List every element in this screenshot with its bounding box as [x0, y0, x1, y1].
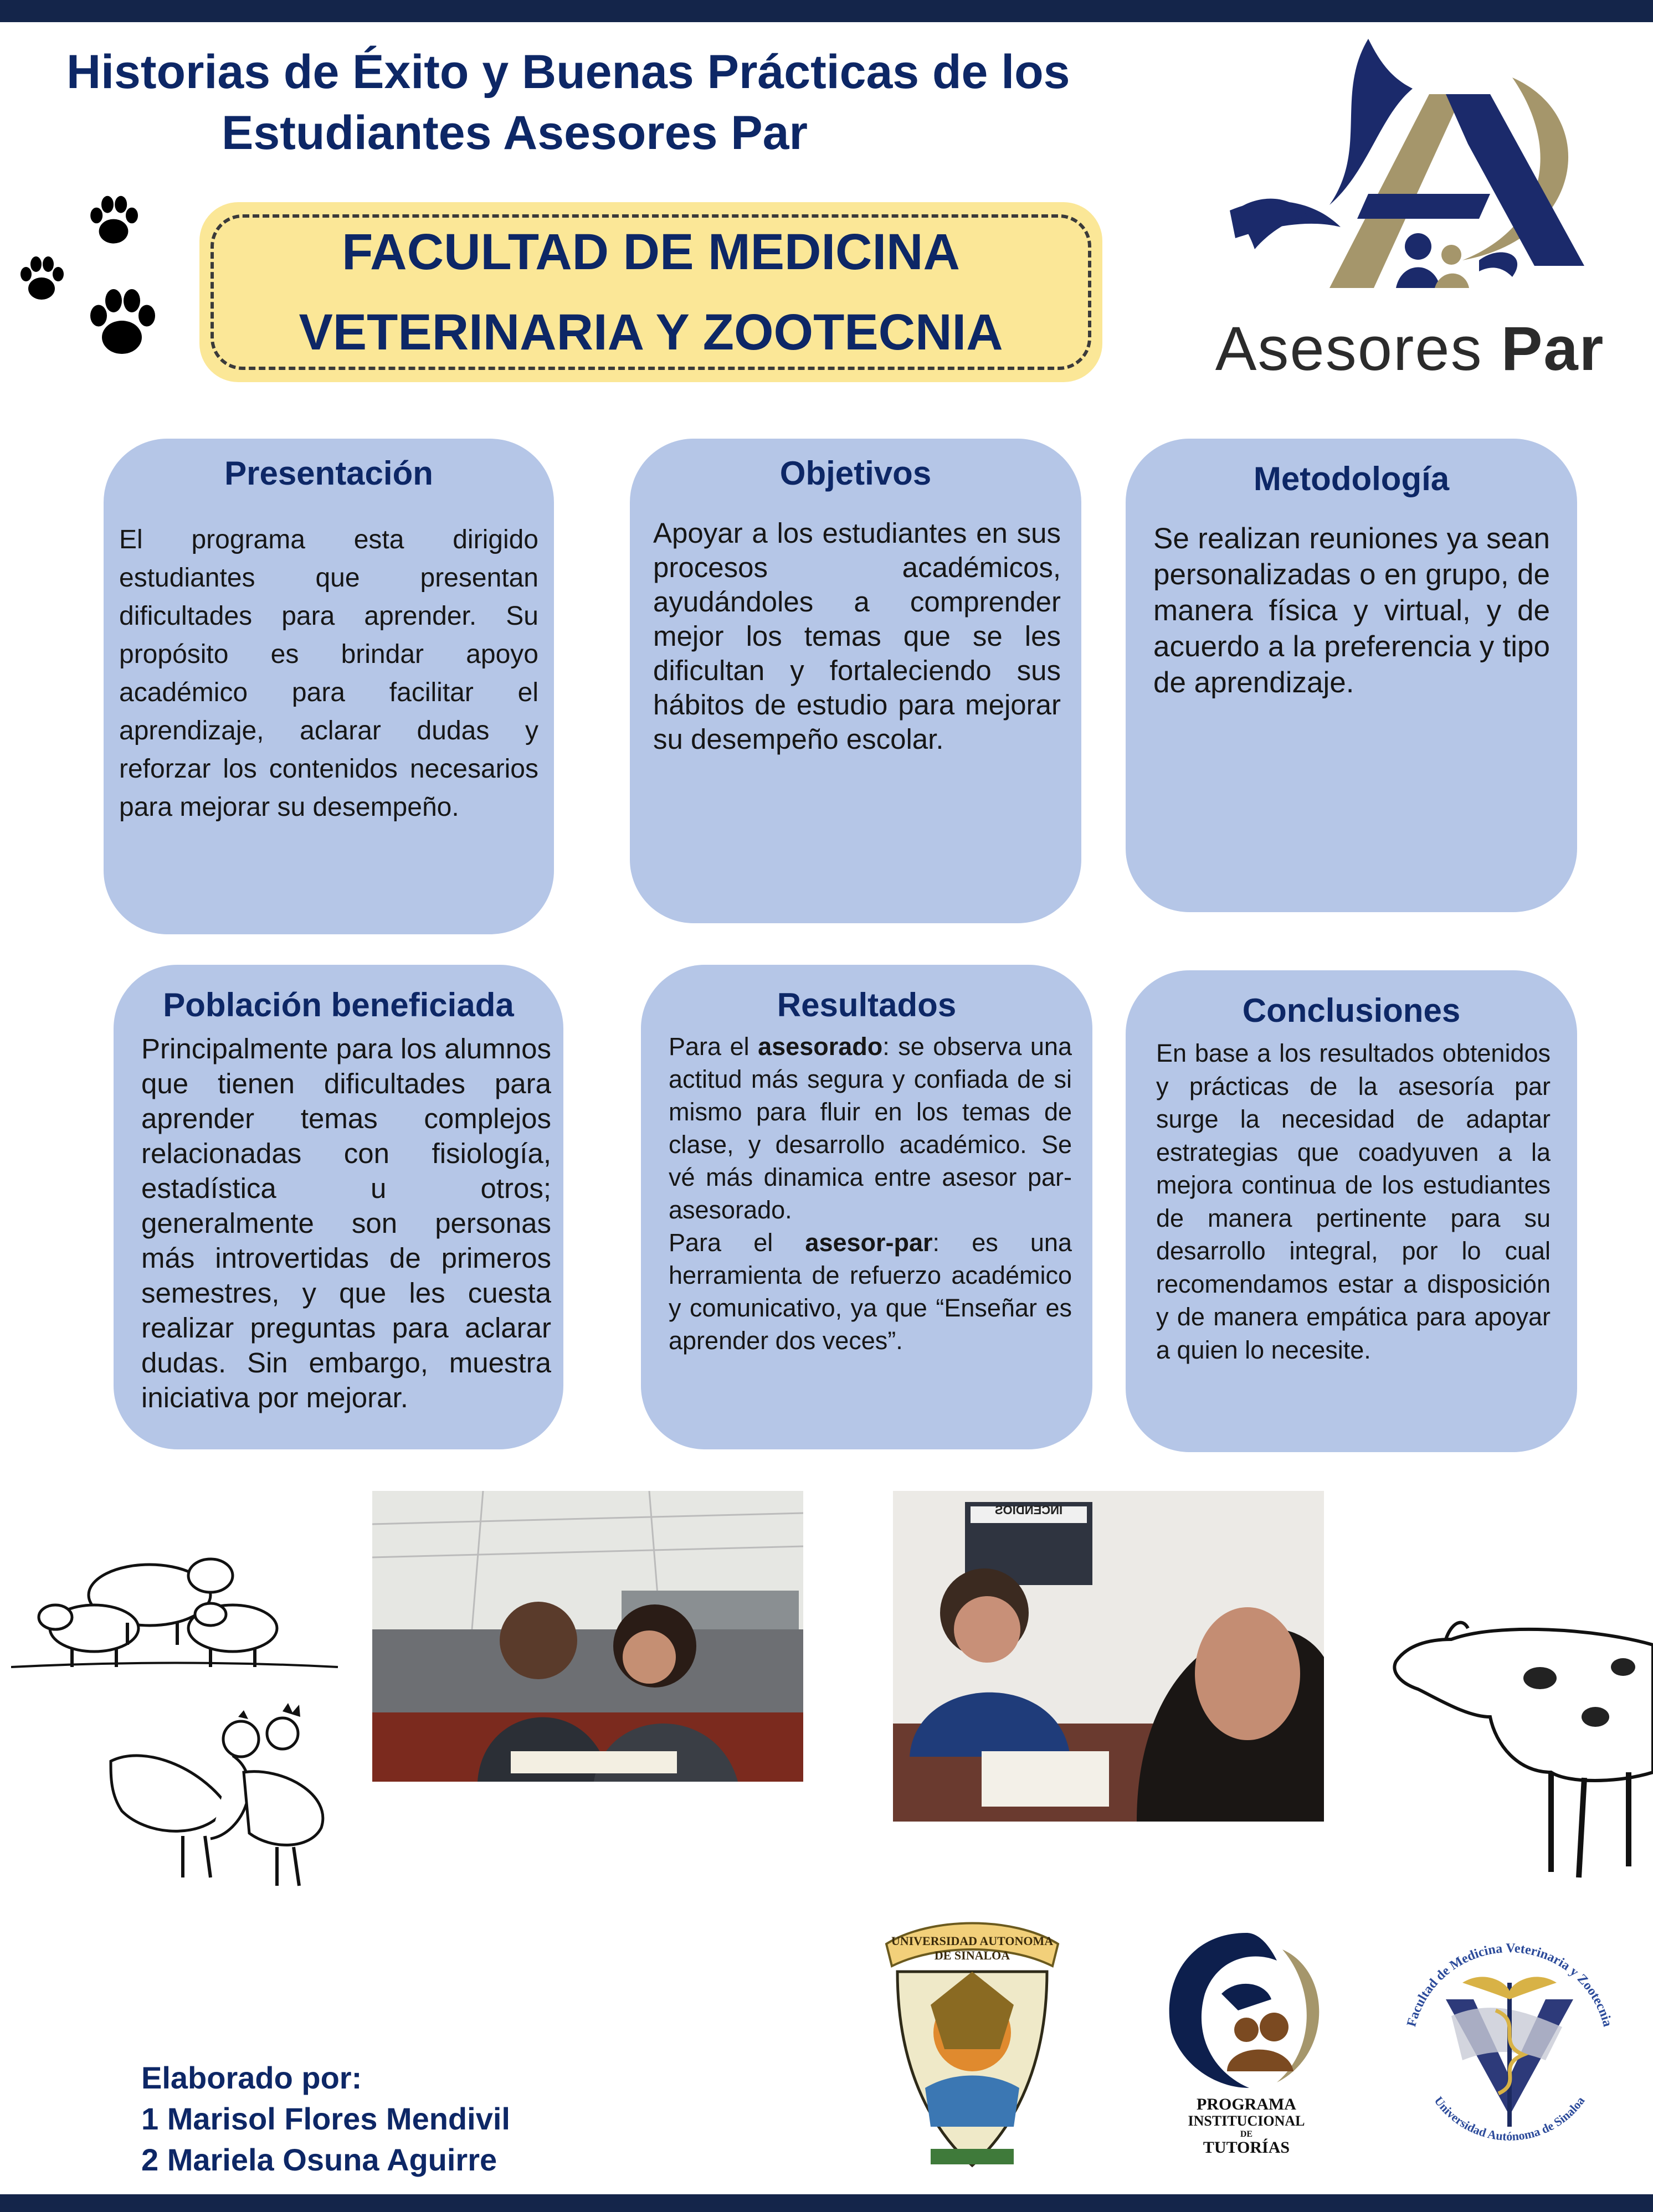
card-title: Resultados [777, 986, 957, 1023]
top-bar [0, 0, 1653, 22]
brand-word-1: Asesores [1215, 314, 1483, 383]
pit-line-1: PROGRAMA [1197, 2095, 1296, 2113]
banner-line-2: VETERINARIA Y ZOOTECNIA [299, 303, 1003, 361]
asesores-par-emblem [1202, 28, 1612, 316]
card-title: Conclusiones [1242, 992, 1461, 1029]
card-poblacion [114, 965, 563, 1449]
cow-illustration [1385, 1606, 1653, 1883]
page-title [66, 42, 1257, 163]
uas-seal-text: UNIVERSIDAD AUTONOMA DE SINALOA [891, 1934, 1054, 1962]
credits-heading: Elaborado por: [141, 2060, 362, 2095]
card-body [653, 516, 1061, 757]
card-title: Presentación [224, 455, 433, 492]
incendios-sign-text: INCENDIOS [994, 1503, 1063, 1517]
card-title: Objetivos [779, 455, 932, 492]
objetivos-text: Apoyar a los estudiantes en sus procesos académicos, ayudándoles a comprender mejor los temas que se les dificultan y fortaleciendo sus hábitos de estudio para mejorar su desempeño escolar. [653, 517, 1061, 755]
hens-illustration [100, 1700, 355, 1889]
author-2: 2 Mariela Osuna Aguirre [141, 2142, 497, 2177]
card-title: Metodología [1253, 460, 1450, 497]
credits [141, 2057, 510, 2180]
presentacion-text: El programa esta dirigido estudiantes que presentan dificultades para aprender. Su propósito es brindar apoyo académico para facilitar el aprendizaje, aclarar dudas y reforzar los contenidos necesarios para mejorar su desempeño. [119, 525, 538, 822]
paw-print-icon [14, 252, 69, 307]
asesores-par-logo [1202, 28, 1612, 383]
asesores-par-wordmark [1210, 313, 1609, 384]
pit-line-3: DE [1240, 2129, 1253, 2139]
fmvz-bottom-text: Universidad Autónoma de Sinaloa [1431, 2093, 1588, 2143]
photo-tutoring-library [372, 1491, 803, 1782]
card-resultados [641, 965, 1092, 1449]
card-objetivos [630, 439, 1081, 923]
sheep-illustration [11, 1534, 343, 1678]
bottom-bar [0, 2194, 1653, 2212]
pit-line-4: TUTORÍAS [1203, 2138, 1290, 2157]
fmvz-top-text: Facultad de Medicina Veterinaria y Zootecnia [1404, 1941, 1615, 2029]
author-1: 1 Marisol Flores Mendivil [141, 2101, 510, 2136]
banner-line-1: FACULTAD DE MEDICINA [342, 223, 960, 280]
resultados-paragraph-1: Para el asesorado: se observa una actitud más segura y confiada de si mismo para fluir en los temas de clase, y desarrollo académico. Se vé más dinamica entre asesor par-asesorado. [669, 1032, 1072, 1224]
uas-seal-logo [864, 1905, 1080, 2182]
pit-line-2: INSTITUCIONAL [1188, 2113, 1305, 2129]
card-conclusiones [1126, 970, 1577, 1452]
card-metodologia [1126, 439, 1577, 912]
pit-logo [1155, 1927, 1338, 2171]
card-body [1153, 521, 1550, 701]
title-line-1: Historias de Éxito y Buenas Prácticas de los [66, 45, 1070, 99]
paw-print-icon [78, 282, 166, 366]
card-body [141, 1031, 551, 1415]
metodologia-text: Se realizan reuniones ya sean personalizadas o en grupo, de manera física y virtual, y de acuerdo a la preferencia y tipo de aprendizaje. [1153, 522, 1550, 699]
card-body [1156, 1037, 1551, 1366]
photo-tutoring-classroom [893, 1491, 1324, 1822]
conclusiones-text: En base a los resultados obtenidos y prácticas de la asesoría par surge la necesidad de adaptar estrategias que coadyuven a la mejora continua de los estudiantes de manera pertinente para su desarrollo integral, por lo cual recomendamos estar a disposición y de manera empática para apoyar a quien lo necesite. [1156, 1039, 1551, 1364]
resultados-paragraph-2: Para el asesor-par: es una herramienta de refuerzo académico y comunicativo, ya que “Enseñar es aprender dos veces”. [669, 1228, 1072, 1355]
card-title: Población beneficiada [163, 986, 514, 1023]
brand-word-2: Par [1501, 314, 1605, 383]
card-body [119, 521, 538, 826]
card-body [669, 1030, 1072, 1357]
poblacion-text: Principalmente para los alumnos que tienen dificultades para aprender temas complejos relacionadas con fisiología, estadística u otros; generalmente son personas más introvertidas de primeros semestres, y que les cuesta realizar preguntas para aclarar dudas. Sin embargo, muestra iniciativa por mejorar. [141, 1033, 551, 1413]
fmvz-logo [1379, 1916, 1640, 2177]
title-line-2: Estudiantes Asesores Par [222, 106, 808, 160]
paw-print-icon [83, 191, 144, 252]
faculty-banner [199, 202, 1102, 382]
card-presentacion [104, 439, 554, 934]
